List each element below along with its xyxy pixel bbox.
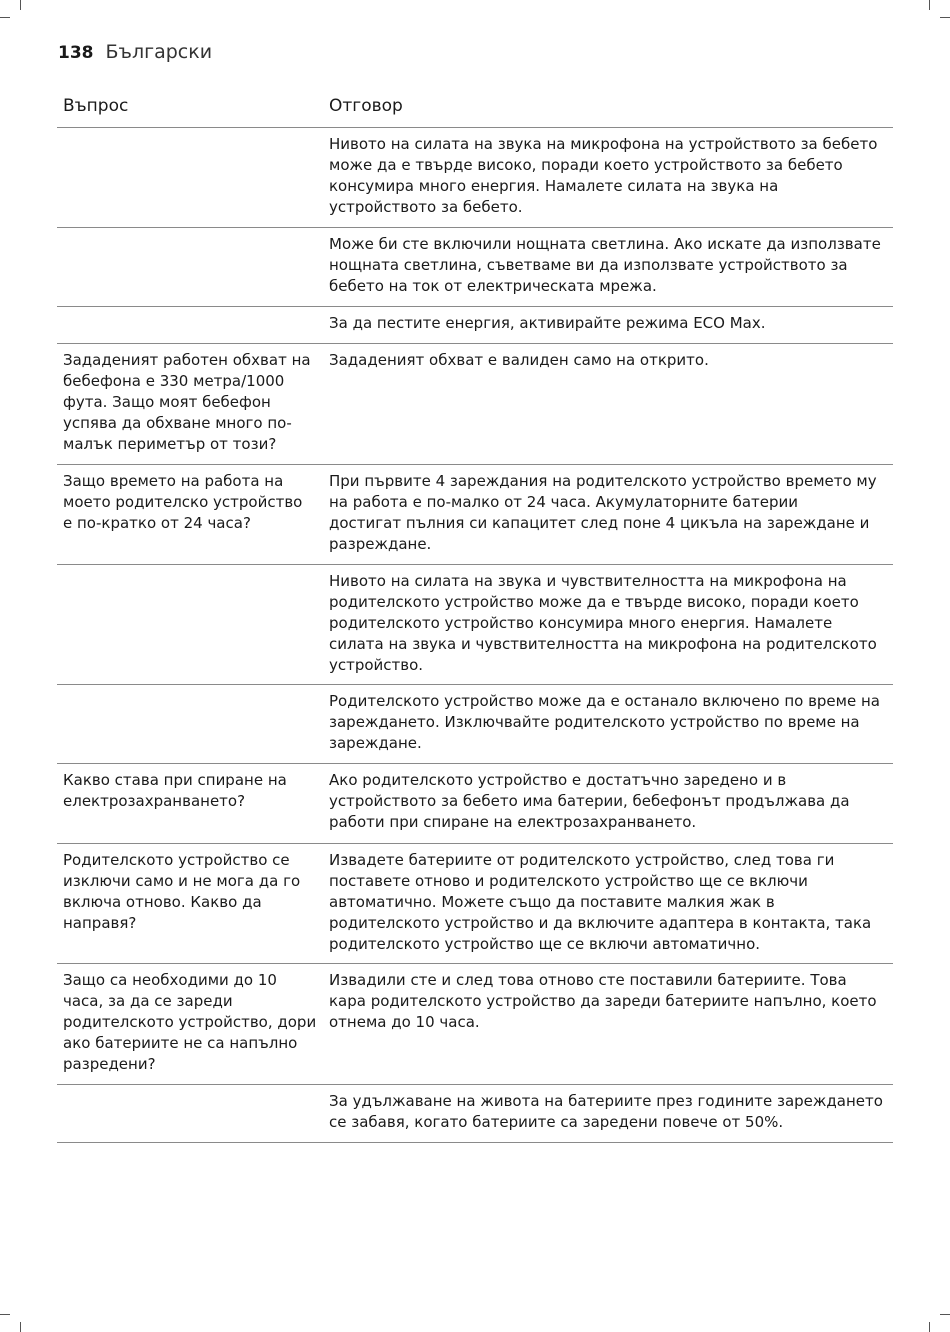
table-row bbox=[57, 307, 893, 344]
table-row bbox=[57, 1085, 893, 1143]
answer-cell: Извадете батериите от родителското устройство, след това ги поставете отново и родителското устройство ще се включи автоматично. Можете също да поставите малкия жак в родителското устройство и да включите адаптера в контакта, така родителското устройство ще се включи автоматично. bbox=[329, 851, 872, 953]
table-row bbox=[57, 344, 893, 465]
answer-cell: Ако родителското устройство е достатъчно заредено и в устройството за бебето има батерии, бебефонът продължава да работи при спиране на електрозахранването. bbox=[329, 771, 850, 831]
crop-mark bbox=[940, 17, 950, 18]
table-row bbox=[57, 685, 893, 764]
crop-mark bbox=[0, 17, 10, 18]
table-row bbox=[57, 228, 893, 307]
table-row bbox=[57, 565, 893, 685]
answer-cell: Нивото на силата на звука на микрофона на устройството за бебето може да е твърде високо, поради което устройството за бебето консумира много енергия. Намалете силата на звука на устройството за бебето. bbox=[329, 135, 878, 216]
question-cell bbox=[57, 691, 323, 763]
question-cell: Защо времето на работа на моето родителско устройство е по-кратко от 24 часа? bbox=[63, 472, 303, 532]
column-header-question: Въпрос bbox=[63, 96, 129, 116]
answer-cell: За удължаване на живота на батериите през годините зареждането се забавя, когато батериите са заредени повече от 50%. bbox=[329, 1092, 883, 1131]
table-row bbox=[57, 128, 893, 228]
question-cell bbox=[57, 571, 323, 684]
crop-mark bbox=[929, 0, 930, 10]
question-cell: Родителското устройство се изключи само и не мога да го включа отново. Какво да направя? bbox=[63, 851, 301, 932]
crop-mark bbox=[940, 1314, 950, 1315]
table-row bbox=[57, 964, 893, 1085]
crop-mark bbox=[0, 1314, 10, 1315]
question-cell bbox=[57, 234, 323, 306]
page-header bbox=[58, 41, 212, 63]
question-cell bbox=[57, 313, 323, 343]
table-row bbox=[57, 465, 893, 565]
page-number: 138 bbox=[58, 43, 94, 63]
crop-mark bbox=[20, 0, 21, 10]
crop-mark bbox=[20, 1322, 21, 1332]
table-header bbox=[57, 94, 893, 128]
question-cell bbox=[57, 134, 323, 227]
answer-cell: Може би сте включили нощната светлина. Ако искате да използвате нощната светлина, съветваме ви да използвате устройството за бебето на ток от електрическата мрежа. bbox=[329, 235, 881, 295]
crop-mark bbox=[929, 1322, 930, 1332]
answer-cell: За да пестите енергия, активирайте режима ECO Max. bbox=[329, 314, 766, 332]
question-cell bbox=[57, 1091, 323, 1142]
question-cell: Защо са необходими до 10 часа, за да се зареди родителското устройство, дори ако батериите не са напълно разредени? bbox=[63, 971, 317, 1073]
answer-cell: При първите 4 зареждания на родителското устройство времето му на работа е по-малко от 24 часа. Акумулаторните батерии достигат пълния си капацитет след поне 4 цикъла на зареждане и разреждане. bbox=[329, 472, 877, 553]
question-cell: Зададеният работен обхват на бебефона е 330 метра/1000 фута. Защо моят бебефон успява да обхване много по- малък периметър от този? bbox=[63, 351, 311, 453]
page-language: Български bbox=[105, 41, 213, 63]
faq-table bbox=[57, 94, 893, 1143]
question-cell: Какво става при спиране на електрозахранването? bbox=[63, 771, 287, 810]
answer-cell: Зададеният обхват е валиден само на открито. bbox=[329, 351, 709, 369]
column-header-answer: Отговор bbox=[329, 96, 403, 116]
answer-cell: Извадили сте и след това отново сте поставили батериите. Това кара родителското устройство да зареди батериите напълно, което отнема до 10 часа. bbox=[329, 971, 877, 1031]
table-row bbox=[57, 844, 893, 964]
answer-cell: Родителското устройство може да е останало включено по време на зареждането. Изключвайте родителското устройство по време на зареждане. bbox=[329, 692, 880, 752]
table-row bbox=[57, 764, 893, 844]
answer-cell: Нивото на силата на звука и чувствителността на микрофона на родителското устройство може да е твърде високо, поради което родителското устройство консумира много енергия. Намалете силата на звука и чувствителността на микрофона на родителското устройство. bbox=[329, 572, 877, 674]
